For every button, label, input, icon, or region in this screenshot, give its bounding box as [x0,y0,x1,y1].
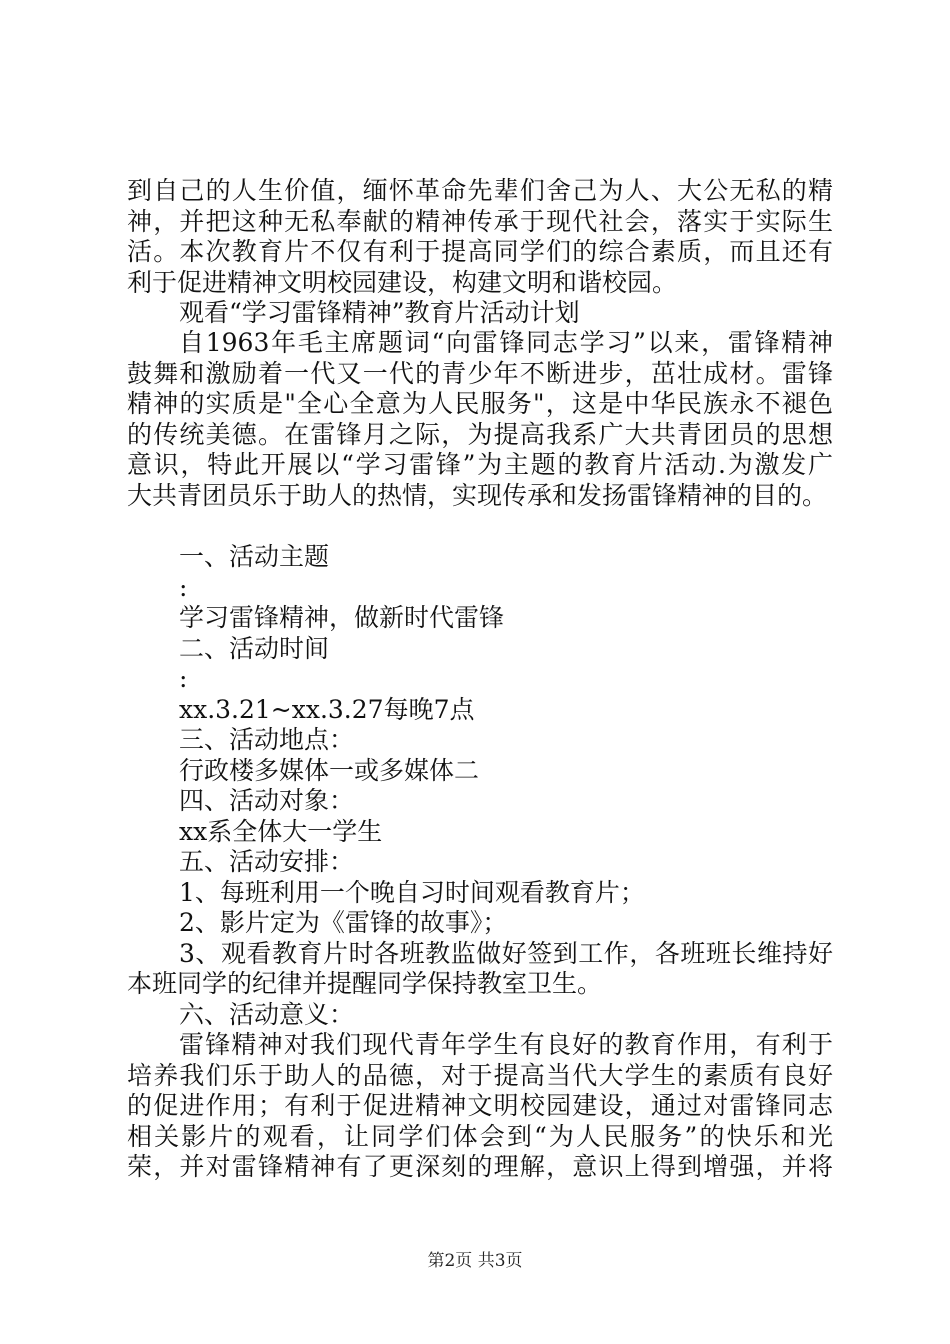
text-line: 活。本次教育片不仅有利于提高同学们的综合素质，而且还有 [127,237,833,266]
arrangement-item-1: 1、每班利用一个晚自习时间观看教育片； [179,877,645,907]
text-line: 雷锋精神对我们现代青年学生有良好的教育作用，有利于 [179,1030,833,1059]
page-title: 观看“学习雷锋精神”教育片活动计划 [179,298,580,327]
text-line: 的传统美德。在雷锋月之际，为提高我系广大共青团员的思想 [127,419,833,449]
section-heading-audience: 四、活动对象： [179,786,355,815]
section-content-theme: 学习雷锋精神，做新时代雷锋 [179,603,505,632]
arrangement-item-2: 2、影片定为《雷锋的故事》； [179,908,508,937]
text-line: 精神的实质是"全心全意为人民服务"，这是中华民族永不褪色 [127,389,833,418]
colon-line: : [179,572,188,602]
text-line: 本班同学的纪律并提醒同学保持教室卫生。 [127,969,603,998]
document-title [127,298,833,329]
opening-paragraph [127,328,833,511]
text-line: 自1963年毛主席题词“向雷锋同志学习”以来，雷锋精神 [179,328,833,357]
section-heading-arrangement: 五、活动安排： [179,847,355,876]
text-line: 到自己的人生价值，缅怀革命先辈们舍己为人、大公无私的精 [127,176,833,205]
section-list [127,542,833,1183]
text-line: 利于促进精神文明校园建设，构建文明和谐校园。 [127,267,678,297]
text-line: 鼓舞和激励着一代又一代的青少年不断进步，茁壮成材。雷锋 [127,358,833,388]
colon-line: : [179,664,188,693]
text-line: 培养我们乐于助人的品德，对于提高当代大学生的素质有良好 [127,1060,833,1090]
section-heading-time: 二、活动时间 [179,633,330,663]
section-heading-theme: 一、活动主题 [179,542,330,571]
section-content-time: xx.3.21~xx.3.27每晚7点 [179,694,475,724]
arrangement-item-3: 3、观看教育片时各班教监做好签到工作，各班班长维持好 [179,938,833,968]
intro-paragraph [127,176,833,298]
text-line: 大共青团员乐于助人的热情，实现传承和发扬雷锋精神的目的。 [127,480,828,510]
text-line: 相关影片的观看，让同学们体会到“为人民服务”的快乐和光 [127,1121,833,1151]
section-heading-place: 三、活动地点： [179,725,355,754]
text-line: 神，并把这种无私奉献的精神传承于现代社会，落实于实际生 [127,206,833,236]
page-footer: 第2页 共3页 [427,1251,523,1271]
text-line: 意识，特此开展以“学习雷锋”为主题的教育片活动.为激发广 [127,450,833,479]
section-content-audience: xx系全体大一学生 [179,816,383,846]
section-heading-significance: 六、活动意义： [179,999,355,1029]
text-line: 的促进作用；有利于促进精神文明校园建设，通过对雷锋同志 [127,1091,833,1120]
text-line: 荣，并对雷锋精神有了更深刻的理解，意识上得到增强，并将 [127,1152,833,1181]
section-content-place: 行政楼多媒体一或多媒体二 [179,755,480,785]
